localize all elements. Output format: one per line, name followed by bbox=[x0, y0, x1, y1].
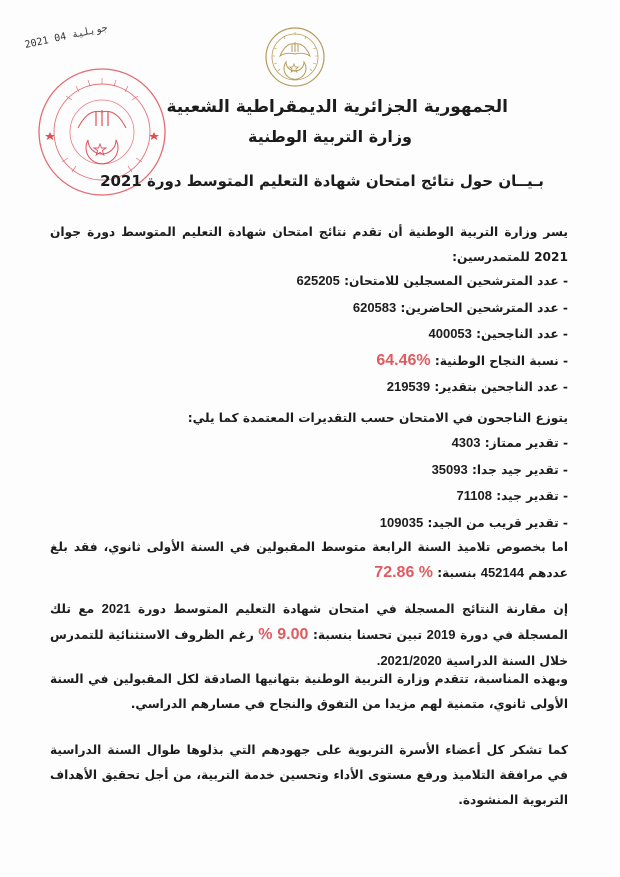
first-year-rate-label: بنسبة: bbox=[437, 566, 477, 580]
stat-passed bbox=[297, 321, 569, 348]
ministry-name: وزارة التربية الوطنية bbox=[247, 127, 412, 146]
document-title: بـيــان حول نتائج امتحان شهادة التعليم المتوسط دورة 2021 bbox=[100, 172, 544, 190]
grade-very-good bbox=[380, 457, 568, 484]
stat-label: - عدد الناجحين بتقدير: bbox=[434, 380, 568, 394]
first-year-rate: % 72.86 bbox=[374, 564, 434, 581]
grade-good bbox=[380, 483, 568, 510]
grade-label: - تقدير جيد: bbox=[496, 489, 568, 503]
stat-label: - نسبة النجاح الوطنية: bbox=[434, 353, 568, 368]
stat-label: - عدد الناجحين: bbox=[476, 327, 568, 341]
stamp-date: 2021 جويلية 04 bbox=[23, 22, 109, 51]
thanks-paragraph: كما تشكر كل أعضاء الأسرة التربوية على جهودهم التي بذلوها طوال السنة الدراسية في مرافقة التلاميذ ورفع مستوى الأداء وتحسين خدمة التربية، من أجل تحقيق الأهداف التربوية المنشودة. bbox=[50, 743, 568, 807]
improvement-rate: 9.00 % bbox=[258, 626, 309, 643]
stat-present bbox=[297, 295, 569, 322]
stat-value: 620583 bbox=[352, 299, 397, 315]
comparison-year-2021: 2021 bbox=[101, 601, 131, 616]
grade-label: - تقدير جيد جدا: bbox=[471, 462, 568, 477]
comparison-text: إن مقارنة النتائج المسجلة في امتحان شهادة التعليم المتوسط دورة bbox=[138, 602, 568, 616]
grade-excellent bbox=[380, 430, 568, 457]
first-year-text: اما بخصوص تلاميذ السنة الرابعة متوسط المقبولين في السنة الأولى ثانوي، فقد بلغ عددهم bbox=[50, 540, 568, 580]
algeria-emblem-icon bbox=[264, 26, 326, 88]
grade-label: - تقدير ممتاز: bbox=[484, 436, 568, 450]
stats-list bbox=[297, 268, 569, 401]
grade-value: 71108 bbox=[456, 488, 492, 503]
comparison-year-2019: 2019 bbox=[426, 627, 456, 642]
grade-value: 109035 bbox=[379, 514, 424, 530]
stat-pass-rate bbox=[297, 348, 569, 375]
stat-value: 625205 bbox=[296, 273, 340, 288]
distribution-intro: يتوزع الناجحون في الامتحان حسب التقديرات المعتمدة كما يلي: bbox=[187, 411, 568, 425]
stat-label: - عدد المترشحين الحاضرين: bbox=[400, 300, 568, 315]
grades-list bbox=[380, 430, 568, 536]
stat-with-grade bbox=[297, 374, 569, 401]
grade-fairly-good bbox=[380, 510, 568, 537]
comparison-text: رغم الظروف الاستثنائية للتمدرس خلال السنة الدراسية bbox=[50, 628, 568, 668]
comparison-paragraph bbox=[50, 596, 568, 674]
first-year-paragraph bbox=[50, 535, 568, 586]
school-year: 2021/2020. bbox=[376, 653, 442, 668]
grade-label: - تقدير قريب من الجيد: bbox=[427, 515, 568, 530]
stat-value: 400053 bbox=[428, 326, 472, 341]
first-year-count: 452144 bbox=[480, 565, 525, 580]
stat-value: 219539 bbox=[386, 379, 431, 394]
stat-label: - عدد المترشحين المسجلين للامتحان: bbox=[344, 274, 568, 288]
comparison-text: مع تلك المسجلة في دورة bbox=[50, 602, 568, 642]
stat-registered bbox=[297, 268, 569, 295]
country-name: الجمهورية الجزائرية الديمقراطية الشعبية bbox=[166, 97, 508, 117]
congratulations-paragraph: وبهذه المناسبة، تتقدم وزارة التربية الوطنية بتهانيها الصادقة لكل المقبولين في السنة الأولى ثانوي، متمنية لهم مزيدا من التفوق والنجاح في مسارهم الدراسي. bbox=[50, 672, 568, 711]
stat-value-highlight: %64.46 bbox=[376, 351, 431, 369]
grade-value: 35093 bbox=[431, 461, 468, 477]
grade-value: 4303 bbox=[451, 435, 481, 450]
comparison-text: تبين تحسنا بنسبة: bbox=[312, 628, 423, 642]
intro-paragraph: يسر وزارة التربية الوطنية أن تقدم نتائج امتحان شهادة التعليم المتوسط دورة جوان 2021 للمتمدرسين: bbox=[50, 225, 568, 264]
